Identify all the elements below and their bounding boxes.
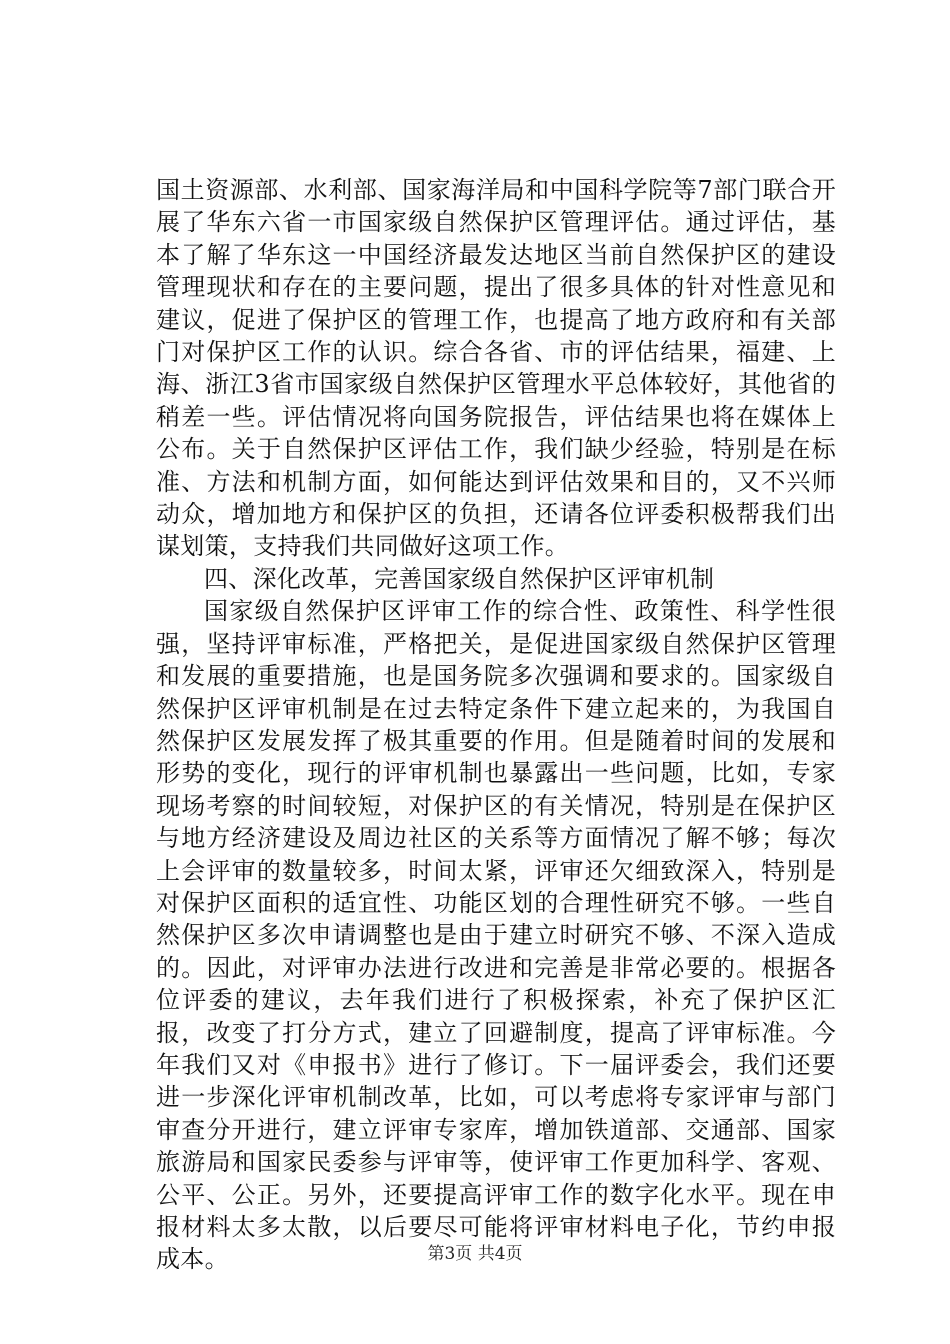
paragraph-continuation: 国土资源部、水利部、国家海洋局和中国科学院等7部门联合开展了华东六省一市国家级自然保护区管理评估。通过评估，基本了解了华东这一中国经济最发达地区当前自然保护区的建设管理现状和存在的主要问题，提出了很多具体的针对性意见和建议，促进了保护区的管理工作，也提高了地方政府和有关部门对保护区工作的认识。综合各省、市的评估结果，福建、上海、浙江3省市国家级自然保护区管理水平总体较好，其他省的稍差一些。评估情况将向国务院报告，评估结果也将在媒体上公布。关于自然保护区评估工作，我们缺少经验，特别是在标准、方法和机制方面，如何能达到评估效果和目的，又不兴师动众，增加地方和保护区的负担，还请各位评委积极帮我们出谋划策，支持我们共同做好这项工作。 — [156, 176, 836, 561]
section-heading-4: 四、深化改革，完善国家级自然保护区评审机制 — [204, 564, 715, 593]
paragraph-review-mechanism: 国家级自然保护区评审工作的综合性、政策性、科学性很强，坚持评审标准，严格把关，是促进国家级自然保护区管理和发展的重要措施，也是国务院多次强调和要求的。国家级自然保护区评审机制是在过去特定条件下建立起来的，为我国自然保护区发展发挥了极其重要的作用。但是随着时间的发展和形势的变化，现行的评审机制也暴露出一些问题，比如，专家现场考察的时间较短，对保护区的有关情况，特别是在保护区与地方经济建设及周边社区的关系等方面情况了解不够；每次上会评审的数量较多，时间太紧，评审还欠细致深入，特别是对保护区面积的适宜性、功能区划的合理性研究不够。一些自然保护区多次申请调整也是由于建立时研究不够、不深入造成的。因此，对评审办法进行改进和完善是非常必要的。根据各位评委的建议，去年我们进行了积极探索，补充了保护区汇报，改变了打分方式，建立了回避制度，提高了评审标准。今年我们又对《申报书》进行了修订。下一届评委会，我们还要进一步深化评审机制改革，比如，可以考虑将专家评审与部门审查分开进行，建立评审专家库，增加铁道部、交通部、国家旅游局和国家民委参与评审等，使评审工作更加科学、客观、公平、公正。另外，还要提高评审工作的数字化水平。现在申报材料太多太散，以后要尽可能将评审材料电子化，节约申报成本。 — [156, 597, 836, 1274]
document-body — [156, 174, 836, 1276]
page-number-footer: 第3页 共4页 — [427, 1244, 523, 1264]
